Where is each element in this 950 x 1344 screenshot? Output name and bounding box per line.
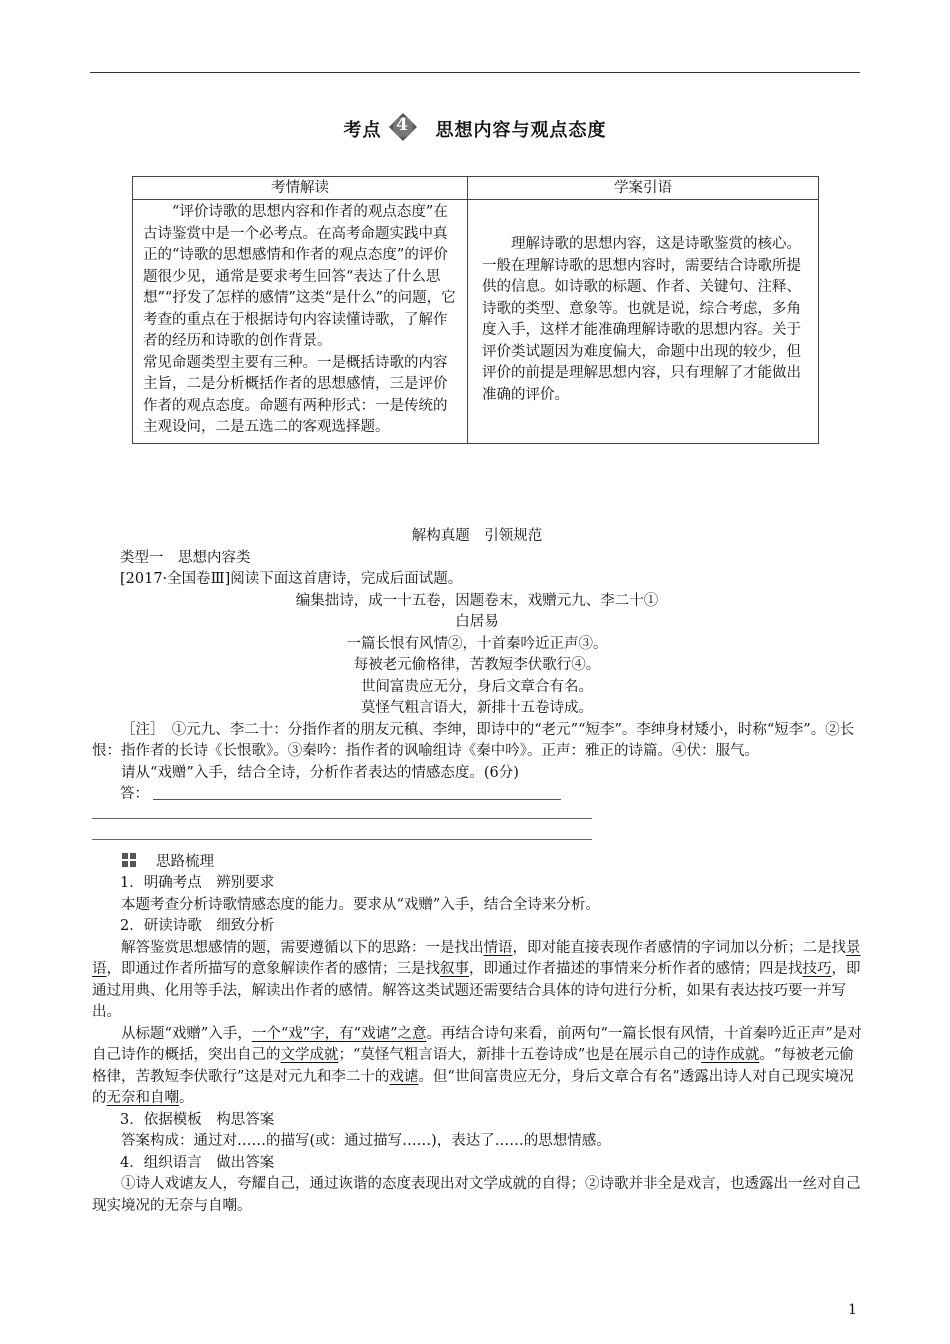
step2-para2: 从标题“戏赠”入手，一个“戏”字，有“戏谑”之意。再结合诗句来看，前两句“一篇长恨有风情，十首秦吟近正声”是对自己诗作的概括，突出自己的文学成就；“莫怪气粗言语大，新排十五卷诗成”也是在展示自己的诗作成就。“每被老元偷格律，苦教短李伏歌行”这是对元九和李二十的戏谑。但“世间富贵应无分，身后文章合有名”透露出诗人对自己现实境况的无奈和自嘲。 bbox=[92, 1025, 862, 1106]
poem-notes: ［注］ ①元九、李二十：分指作者的朋友元稹、李绅，即诗中的“老元”“短李”。李绅身材矮小，时称“短李”。②长恨：指作者的长诗《长恨歌》。③秦吟：指作者的讽喻组诗《秦中吟》。正声：雅正的诗篇。④伏：服气。 bbox=[92, 721, 855, 759]
keyword-underline: 无奈和自嘲 bbox=[106, 1090, 179, 1106]
exam-analysis-para2: 常见命题类型主要有三种。一是概括诗歌的内容主旨，二是分析概括作者的思想感情，三是评价作者的观点态度。命题有两种形式：一是传统的主观设问，二是五选二的客观选择题。 bbox=[143, 354, 448, 435]
number-badge bbox=[388, 112, 418, 142]
poem-line: 每被老元偷格律，苦教短李伏歌行④。 bbox=[353, 657, 601, 673]
kaodian-label: 考点 bbox=[343, 120, 382, 141]
col1-header: 考情解读 bbox=[133, 177, 468, 200]
keyword-underline: 诗作成就 bbox=[701, 1047, 760, 1063]
step4-title: 4．组织语言 做出答案 bbox=[120, 1154, 275, 1171]
keyword-underline: 文学成就 bbox=[280, 1047, 339, 1063]
guide-para: 理解诗歌的思想内容，这是诗歌鉴赏的核心。一般在理解诗歌的思想内容时，需要结合诗歌所提供的信息。如诗歌的标题、作者、关键句、注释、诗歌的类型、意象等。也就是说，综合考虑，多角度入手，这样才能准确理解诗歌的思想内容。关于评价类试题因为难度偏大，命题中出现的较少，但评价的前提是理解思想内容，只有理解了才能做出准确的评价。 bbox=[482, 236, 801, 403]
keyword-underline: 一个“戏”字，有“戏谑”之意 bbox=[251, 1025, 427, 1042]
step2-title: 2．研读诗歌 细致分析 bbox=[120, 918, 275, 934]
keyword-underline: 景语 bbox=[92, 939, 861, 977]
badge-number: 4 bbox=[396, 115, 409, 135]
poem-title: 编集拙诗，成一十五卷，因题卷末，戏赠元九、李二十① bbox=[295, 592, 659, 609]
col2-header: 学案引语 bbox=[468, 177, 819, 200]
step3-text: 答案构成：通过对……的描写(或：通过描写……)，表达了……的思想情感。 bbox=[121, 1133, 611, 1149]
page-title bbox=[0, 112, 950, 142]
intro-table bbox=[132, 176, 819, 444]
section-heading: 解构真题 引领规范 bbox=[411, 528, 543, 544]
step1-title: 1．明确考点 辨别要求 bbox=[120, 875, 275, 891]
analysis-heading-row bbox=[92, 852, 862, 874]
answer-blank-line[interactable] bbox=[92, 818, 592, 819]
answer-label: 答： bbox=[120, 786, 149, 802]
poem-author: 白居易 bbox=[455, 614, 499, 630]
step2-para1: 解答鉴赏思想感情的题，需要遵循以下的思路：一是找出情语，即对能直接表现作者感情的字词加以分析；二是找景语，即通过作者所描写的意象解读作者的感情；三是找叙事，即通过作者描述的事情来分析作者的感情；四是找技巧，即通过用典、化用等手法，解读出作者的感情。解答这类试题还需要结合具体的诗句进行分析，如果有表达技巧要一并写出。 bbox=[92, 939, 861, 1020]
keyword-underline: 戏谑 bbox=[389, 1068, 419, 1085]
exam-analysis-cell bbox=[133, 200, 468, 444]
top-rule bbox=[90, 72, 860, 73]
keyword-underline: 叙事 bbox=[440, 961, 469, 977]
step4-text: ①诗人戏谑友人，夸耀自己，通过诙谐的态度表现出对文学成就的自得；②诗歌并非全是戏言，也透露出一丝对自己现实境况的无奈与自嘲。 bbox=[92, 1176, 861, 1214]
answer-row bbox=[92, 784, 862, 806]
title-text: 思想内容与观点态度 bbox=[435, 120, 607, 141]
analysis-heading: 思路梳理 bbox=[156, 853, 214, 870]
exam-analysis-para1: “评价诗歌的思想内容和作者的观点态度”在古诗鉴赏中是一个必考点。在高考命题实践中真正的“诗歌的思想感情和作者的观点态度”的评价题很少见，通常是要求考生回答“表达了什么思想”“抒发了怎样的感情”这类“是什么”的问题，它考查的重点在于根据诗句内容读懂诗歌，了解作者的经历和诗歌的创作背景。 bbox=[143, 204, 456, 349]
answer-blank-line[interactable] bbox=[92, 839, 592, 840]
guide-cell bbox=[468, 200, 819, 444]
question-text: 请从“戏赠”入手，结合全诗，分析作者表达的情感态度。(6分) bbox=[121, 764, 519, 781]
poem-line: 一篇长恨有风情②，十首秦吟近正声③。 bbox=[346, 635, 608, 652]
main-content bbox=[92, 526, 862, 1217]
keyword-underline: 情语 bbox=[483, 939, 513, 956]
step3-title: 3．依据模板 构思答案 bbox=[120, 1111, 275, 1128]
poem-line: 世间富贵应无分，身后文章合有名。 bbox=[361, 678, 593, 695]
step1-text: 本题考查分析诗歌情感态度的能力。要求从“戏赠”入手，结合全诗来分析。 bbox=[121, 896, 600, 913]
answer-input-line[interactable] bbox=[153, 785, 561, 800]
poem-line: 莫怪气粗言语大，新排十五卷诗成。 bbox=[361, 700, 593, 716]
keyword-underline: 技巧 bbox=[802, 961, 832, 977]
question-source: [2017·全国卷Ⅲ]阅读下面这首唐诗，完成后面试题。 bbox=[120, 571, 463, 587]
type-label: 类型一 思想内容类 bbox=[120, 549, 251, 566]
grid-square-icon bbox=[122, 853, 136, 867]
page-number: 1 bbox=[848, 1302, 857, 1318]
